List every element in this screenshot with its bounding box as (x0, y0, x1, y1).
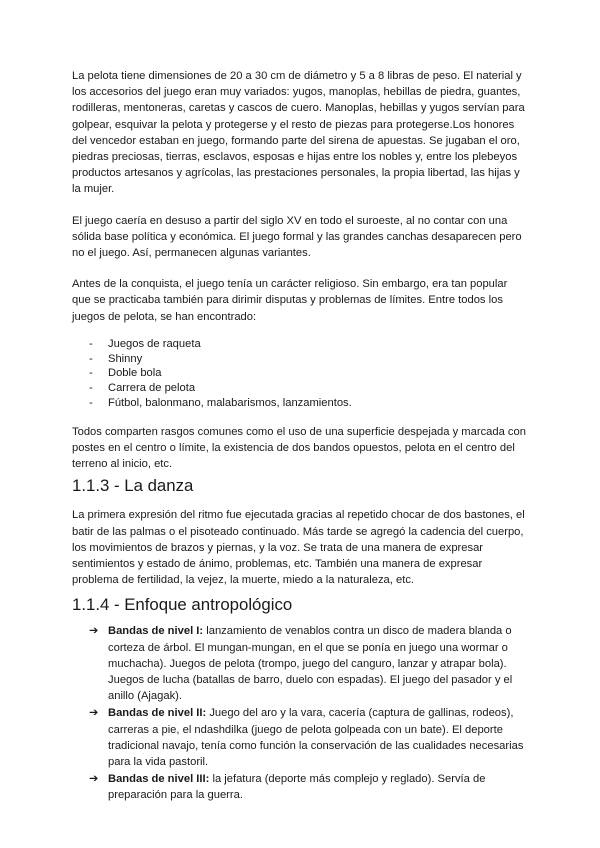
heading-enfoque: 1.1.4 - Enfoque antropológico (72, 595, 293, 615)
arrow-bullet-icon: ➔ (89, 625, 99, 638)
list-item-band-2 (72, 705, 528, 770)
paragraph-common-traits: Todos comparten rasgos comunes como el uso de una superficie despejada y marcada con postes en el centro o límite, la existencia de dos bandos opuestos, pelota en el centro del terreno al inicio, etc. (72, 425, 526, 471)
bands-list (72, 623, 528, 803)
band-text: Juego del aro y la vara, cacería (captura de gallinas, rodeos), carreras a pie, el ndashdilka (juego de pelota golpeada con un bate). El deporte tradicional navajo, tenía como función la conservación de las cualidades necesarias para la vida pastoril. (108, 707, 524, 769)
list-item: - Shinny (89, 352, 143, 365)
list-item: - Doble bola (89, 367, 162, 380)
heading-danza: 1.1.3 - La danza (72, 476, 194, 496)
paragraph-dance: La primera expresión del ritmo fue ejecutada gracias al repetido chocar de dos bastones, el batir de las palmas o el pisoteado continuado. Más tarde se agregó la cadencia del cuerpo, los movimientos de brazos y piernas, y la voz. Se trata de una manera de expresar sentimientos y estado de ánimo, problemas, etc. También una manera de expresar problema de fertilidad, la vejez, la muerte, miedo a la naturaleza, etc. (72, 509, 525, 587)
dash-bullet: - (89, 367, 93, 380)
list-item-band-3 (72, 771, 528, 803)
list-item: - Juegos de raqueta (89, 337, 201, 350)
band-text: lanzamiento de venablos contra un disco de madera blanda o corteza de árbol. El mungan-mungan, en el que se ponía en juego una wormar o muchacha). Juegos de pelota (trompo, juego del canguro, lanzar y atrapar bola). Juegos de lucha (batallas de barro, duelo con espadas). El juego del pasador y el anillo (Ajagak). (108, 625, 513, 703)
dash-bullet: - (89, 382, 93, 395)
paragraph-conquest: Antes de la conquista, el juego tenía un carácter religioso. Sin embargo, era tan popular que se practicaba también para dirimir disputas y problemas de límites. Entre todos los juegos de pelota, se han encontrado: (72, 278, 508, 323)
list-item-band-1 (72, 623, 528, 704)
dash-bullet: - (89, 337, 93, 350)
arrow-bullet-icon: ➔ (89, 707, 99, 720)
ball-games-list (72, 337, 528, 411)
band-label: Bandas de nivel II: (108, 707, 207, 720)
dash-bullet: - (89, 397, 93, 410)
list-item: - Fútbol, balonmano, malabarismos, lanzamientos. (89, 397, 352, 410)
band-label: Bandas de nivel III: (108, 773, 210, 786)
document-page (72, 68, 528, 805)
list-item: - Carrera de pelota (89, 382, 196, 395)
band-label: Bandas de nivel I: (108, 625, 204, 638)
paragraph-ball-materials: La pelota tiene dimensiones de 20 a 30 cm de diámetro y 5 a 8 libras de peso. El naterial y los accesorios del juego eran muy variados: yugos, manoplas, hebillas de piedra, guantes, rodilleras, mentoneras, caretas y cascos de cuero. Manoplas, hebillas y yugos servían para golpear, esquivar la pelota y protegerse y el resto de piezas para protegerse.Los honores del vencedor estaban en juego, formando parte del sirena de apuestas. Se jugaban el oro, piedras preciosas, tierras, esclavos, esposas e hijas entre los nobles y, entre los plebeyos productos artesanos y agrícolas, las prestaciones personales, la propia libertad, las hijas y la mujer. (72, 70, 525, 196)
arrow-bullet-icon: ➔ (89, 773, 99, 786)
dash-bullet: - (89, 352, 93, 365)
paragraph-decline: El juego caería en desuso a partir del siglo XV en todo el suroeste, al no contar con una sólida base política y económica. El juego formal y las grandes canchas desaparecen pero no el juego. Así, permanecen algunas variantes. (72, 214, 522, 260)
band-text: la jefatura (deporte más complejo y reglado). Servía de preparación para la guerra. (108, 773, 486, 802)
